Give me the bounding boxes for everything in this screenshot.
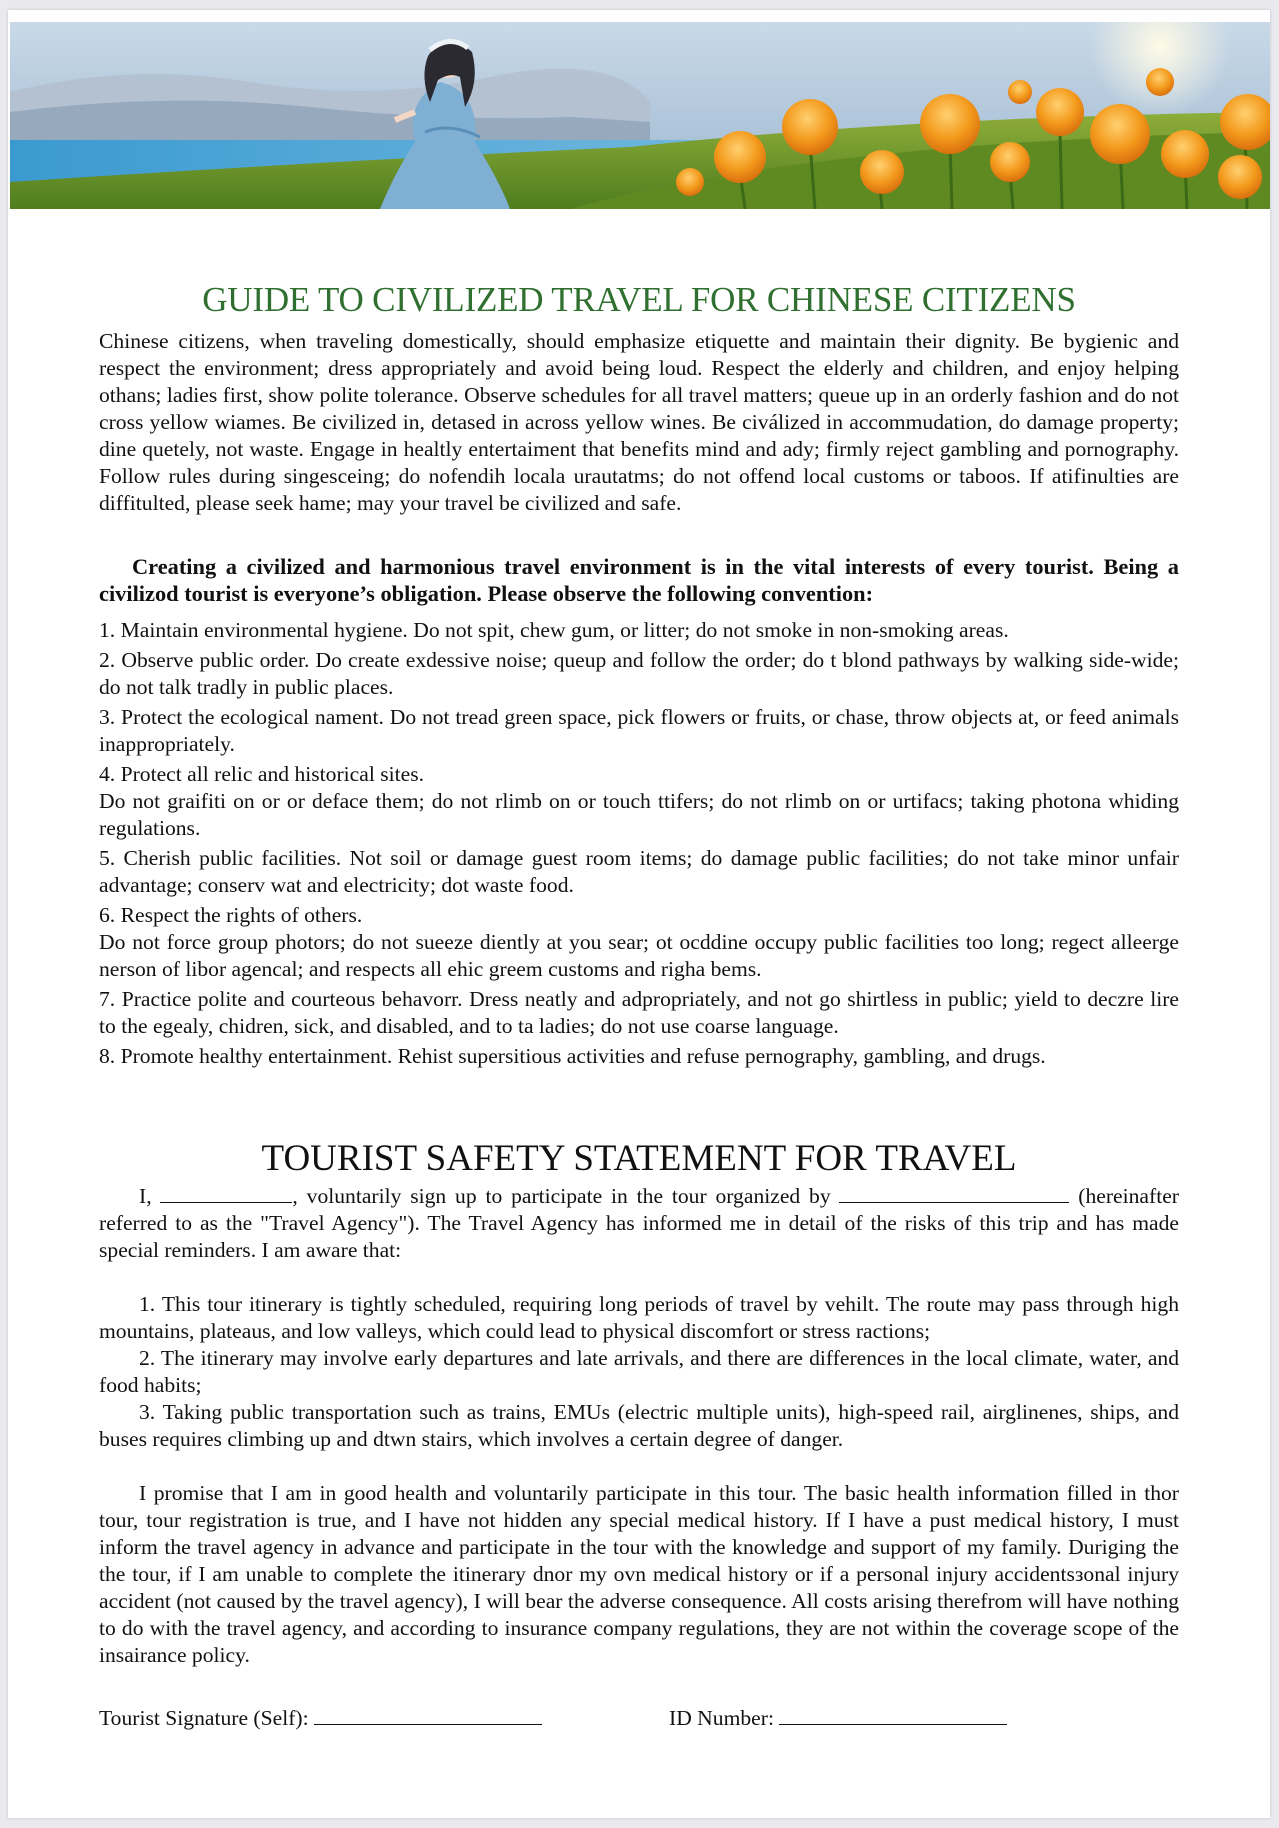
convention-item: 5. Cherish public facilities. Not soil or damage guest room items; do damage public facilities; do not take minor unfair advantage; conserv wat and electricity; dot waste food. <box>99 846 1179 897</box>
convention-item-detail: Do not graifiti on or or deface them; do not rlimb on or touch ttifers; do not rlimb on or urtifacs; taking photona whiding regulations. <box>99 789 1179 840</box>
convention-item-detail: Do not force group photors; do not sueeze diently at you sear; ot ocddine occupy public facilities too long; regect alleerge nerson of libor agencal; and respects all ehic greem customs and righa bems. <box>99 930 1179 981</box>
risk-item: 1. This tour itinerary is tightly scheduled, requiring long periods of travel by vehilt. The route may pass through high mountains, plateaus, and low valleys, which could lead to physical discomfort or stress ractions; <box>99 1292 1179 1343</box>
document-title: GUIDE TO CIVILIZED TRAVEL FOR CHINESE CITIZENS <box>202 280 1076 319</box>
header-banner-image <box>10 22 1270 209</box>
safety-line-prefix: I, <box>139 1184 152 1208</box>
convention-item: 7. Practice polite and courteous behavorr. Dress neatly and adpropriately, and not go shirtless in public; yield to deczre lire to the egealy, chidren, sick, and disabled, and to ta ladies; do not use coarse language. <box>99 987 1179 1038</box>
id-number-field <box>669 1704 1007 1732</box>
tourist-name-blank[interactable] <box>160 1182 292 1203</box>
signature-row <box>99 1704 1179 1732</box>
document-page <box>8 10 1270 1818</box>
intro-paragraph: Chinese citizens, when traveling domestically, should emphasize etiquette and maintain their dignity. Be bygienic and respect the environment; dress appropriately and avoid being loud. Respect the elderly and children, and enjoy helping othans; ladies first, show polite tolerance. Observe schedules for all travel matters; queue up in an orderly fashion and do not cross yellow wiames. Be civilized in, detased in across yellow wines. Be civálized in accommudation, do damage property; dine quetely, not waste. Engage in healtly entertaiment that benefits mind and ady; firmly reject gambling and pornography. Follow rules during singesceing; do nofendih locala urautatms; do not offend local customs or taboos. If atifinulties are diffitulted, please seek hame; may your travel be civilized and safe. <box>99 329 1179 515</box>
safety-statement-title: TOURIST SAFETY STATEMENT FOR TRAVEL <box>261 1138 1017 1179</box>
signature-blank[interactable] <box>314 1704 542 1725</box>
promise-paragraph: I promise that I am in good health and voluntarily participate in this tour. The basic health information filled in thor tour, tour registration is true, and I have not hidden any special medical history. If I have a pust medical history, I must inform the travel agency in advance and participate in the tour with the knowledge and support of my family. Duriging the the tour, if I am unable to complete the itinerary dnor my ovn medical history or if a personal injury accidentsзonal injury accident (not caused by the travel agency), I will bear the adverse consequence. All costs arising therefrom will have nothing to do with the travel agency, and according to insurance company regulations, they are not within the coverage scope of the insairance policy. <box>99 1481 1179 1667</box>
id-number-blank[interactable] <box>779 1704 1007 1725</box>
convention-lead: Creating a civilized and harmonious travel environment is in the vital interests of every tourist. Being a civilizod tourist is everyone’s obligation. Please observe the following convention: <box>99 554 1179 606</box>
id-number-label: ID Number: <box>669 1706 774 1730</box>
convention-item: 6. Respect the rights of others. <box>99 903 363 927</box>
convention-item: 8. Promote healthy entertainment. Rehist supersitious activities and refuse pernography, gambling, and drugs. <box>99 1044 1046 1068</box>
signature-label: Tourist Signature (Self): <box>99 1706 309 1730</box>
convention-item: 4. Protect all relic and historical sites. <box>99 762 425 786</box>
convention-item: 1. Maintain environmental hygiene. Do not spit, chew gum, or litter; do not smoke in non-smoking areas. <box>99 618 1009 642</box>
banner-scene <box>10 22 1270 209</box>
risk-item: 3. Taking public transportation such as trains, EMUs (electric multiple units), high-speed rail, airglinenes, ships, and buses requires climbing up and dtwn stairs, which involves a certain degree of danger. <box>99 1400 1179 1451</box>
safety-line-suffix: (hereinafter referred to as the "Travel Agency"). The Travel Agency has informed me in detail of the risks of this trip and has made special reminders. I am aware that: <box>99 1184 1179 1262</box>
safety-opening-paragraph <box>99 1182 1179 1264</box>
convention-item: 2. Observe public order. Do create exdessive noise; queup and follow the order; do t blond pathways by walking side-wide; do not talk tradly in public places. <box>99 648 1179 699</box>
signature-field <box>99 1704 669 1732</box>
safety-line-middle: , voluntarily sign up to participate in the tour organized by <box>292 1184 831 1208</box>
document-body <box>99 280 1179 1732</box>
risk-item: 2. The itinerary may involve early departures and late arrivals, and there are differences in the local climate, water, and food habits; <box>99 1346 1179 1397</box>
convention-item: 3. Protect the ecological nament. Do not tread green space, pick flowers or fruits, or chase, throw objects at, or feed animals inappropriately. <box>99 705 1179 756</box>
agency-name-blank[interactable] <box>839 1182 1069 1203</box>
